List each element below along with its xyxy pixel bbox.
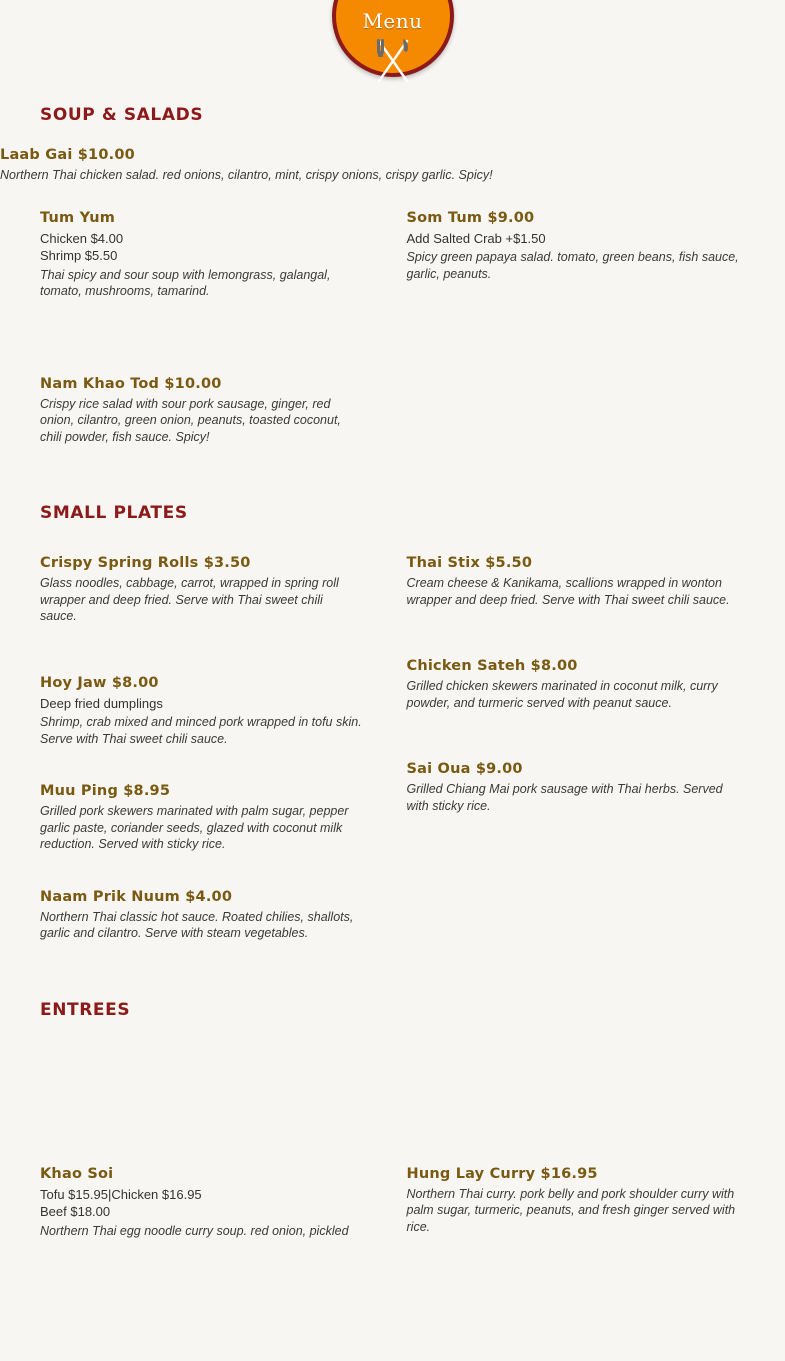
- soup-salads-left-column: [0, 210, 393, 470]
- item-name: Laab Gai $10.00: [0, 147, 135, 163]
- small-plates-columns: [0, 555, 785, 966]
- soup-salads-right-column: [393, 210, 785, 470]
- item-name: Crispy Spring Rolls $3.50: [40, 555, 251, 572]
- menu-item-crispy-spring-rolls: [40, 555, 363, 625]
- menu-item-nam-khao-tod: [40, 376, 363, 446]
- item-name: Hung Lay Curry $16.95: [406, 1165, 598, 1182]
- item-description: Northern Thai curry. pork belly and pork shoulder curry with palm sugar, turmeric, peanuts, and fresh ginger served with rice.: [406, 1186, 736, 1234]
- section-small-plates: [0, 503, 785, 966]
- item-description: Thai spicy and sour soup with lemongrass, galangal, tomato, mushrooms, tamarind.: [40, 267, 331, 299]
- menu-item-khao-soi: [40, 1166, 363, 1240]
- menu-item-hoy-jaw: [40, 675, 363, 748]
- item-price-line: Shrimp $5.50: [40, 248, 118, 264]
- menu-item-sai-oua: [407, 761, 740, 814]
- section-entrees: [0, 1000, 785, 1264]
- item-name: Som Tum $9.00: [406, 209, 535, 226]
- item-description: Crispy rice salad with sour pork sausage, ginger, red onion, cilantro, green onion, peanuts, toasted coconut, chili powder, fish sauce. Spicy!: [40, 396, 341, 444]
- item-description: Spicy green papaya salad. tomato, green beans, fish sauce, garlic, peanuts.: [406, 250, 739, 281]
- item-name: Nam Khao Tod $10.00: [40, 375, 222, 392]
- small-plates-right-column: [393, 555, 785, 966]
- item-description: Cream cheese & Kanikama, scallions wrapped in wonton wrapper and deep fried. Serve with Thai sweet chili sauce.: [406, 576, 730, 607]
- item-description: Grilled Chiang Mai pork sausage with Thai herbs. Served with sticky rice.: [406, 782, 723, 813]
- item-description: Northern Thai egg noodle curry soup. red onion, pickled: [40, 1223, 349, 1238]
- menu-header: [0, 0, 785, 105]
- item-name: Sai Oua $9.00: [406, 761, 523, 778]
- item-description: Grilled pork skewers marinated with palm sugar, pepper garlic paste, coriander seeds, glazed with coconut milk reduction. Served with sticky rice.: [40, 804, 349, 852]
- item-name: Naam Prik Nuum $4.00: [40, 888, 233, 905]
- menu-item-naam-prik-nuum: [40, 889, 363, 942]
- item-price-line: Tofu $15.95|Chicken $16.95: [40, 1186, 202, 1202]
- badge-title: Menu: [362, 9, 423, 33]
- item-price-line: Chicken $4.00: [40, 230, 124, 246]
- section-soup-salads: [0, 105, 785, 469]
- item-description: Glass noodles, cabbage, carrot, wrapped in spring roll wrapper and deep fried. Serve with Thai sweet chili sauce.: [40, 576, 339, 624]
- entrees-right-column: [393, 1166, 785, 1264]
- item-description: Northern Thai chicken salad. red onions, cilantro, mint, crispy onions, crispy garlic. Spicy!: [0, 168, 493, 182]
- menu-item-tum-yum: [40, 210, 363, 300]
- fork-and-knife-icon: [369, 37, 417, 85]
- menu-item-hung-lay-curry: [407, 1166, 740, 1236]
- section-title-soup-salads: SOUP & SALADS: [40, 105, 204, 125]
- item-name: Muu Ping $8.95: [40, 783, 171, 800]
- item-price-line: Beef $18.00: [40, 1204, 111, 1220]
- entrees-left-column: [0, 1166, 393, 1264]
- item-description: Grilled chicken skewers marinated in coconut milk, curry powder, and turmeric served with peanut sauce.: [406, 679, 718, 710]
- menu-item-thai-stix: [407, 555, 740, 608]
- section-title-entrees: ENTREES: [40, 999, 131, 1020]
- item-description: Shrimp, crab mixed and minced pork wrapped in tofu skin. Serve with Thai sweet chili sauce.: [40, 715, 362, 746]
- item-name: Thai Stix $5.50: [406, 555, 533, 572]
- soup-salads-columns: [0, 210, 785, 470]
- item-price-line: Deep fried dumplings: [40, 695, 163, 711]
- entrees-columns: [0, 1166, 785, 1264]
- menu-badge: [332, 0, 454, 77]
- menu-item-laab-gai: [0, 147, 785, 184]
- item-name: Hoy Jaw $8.00: [40, 674, 159, 691]
- item-name: Khao Soi: [40, 1165, 114, 1182]
- item-price-line: Add Salted Crab +$1.50: [406, 230, 546, 246]
- menu-item-som-tum: [407, 210, 740, 283]
- section-title-small-plates: SMALL PLATES: [40, 503, 188, 524]
- menu-item-muu-ping: [40, 783, 363, 853]
- item-description: Northern Thai classic hot sauce. Roated chilies, shallots, garlic and cilantro. Serve with steam vegetables.: [40, 909, 354, 941]
- menu-item-chicken-sateh: [407, 658, 740, 711]
- small-plates-left-column: [0, 555, 393, 966]
- item-name: Chicken Sateh $8.00: [406, 658, 578, 675]
- item-name: Tum Yum: [40, 209, 116, 226]
